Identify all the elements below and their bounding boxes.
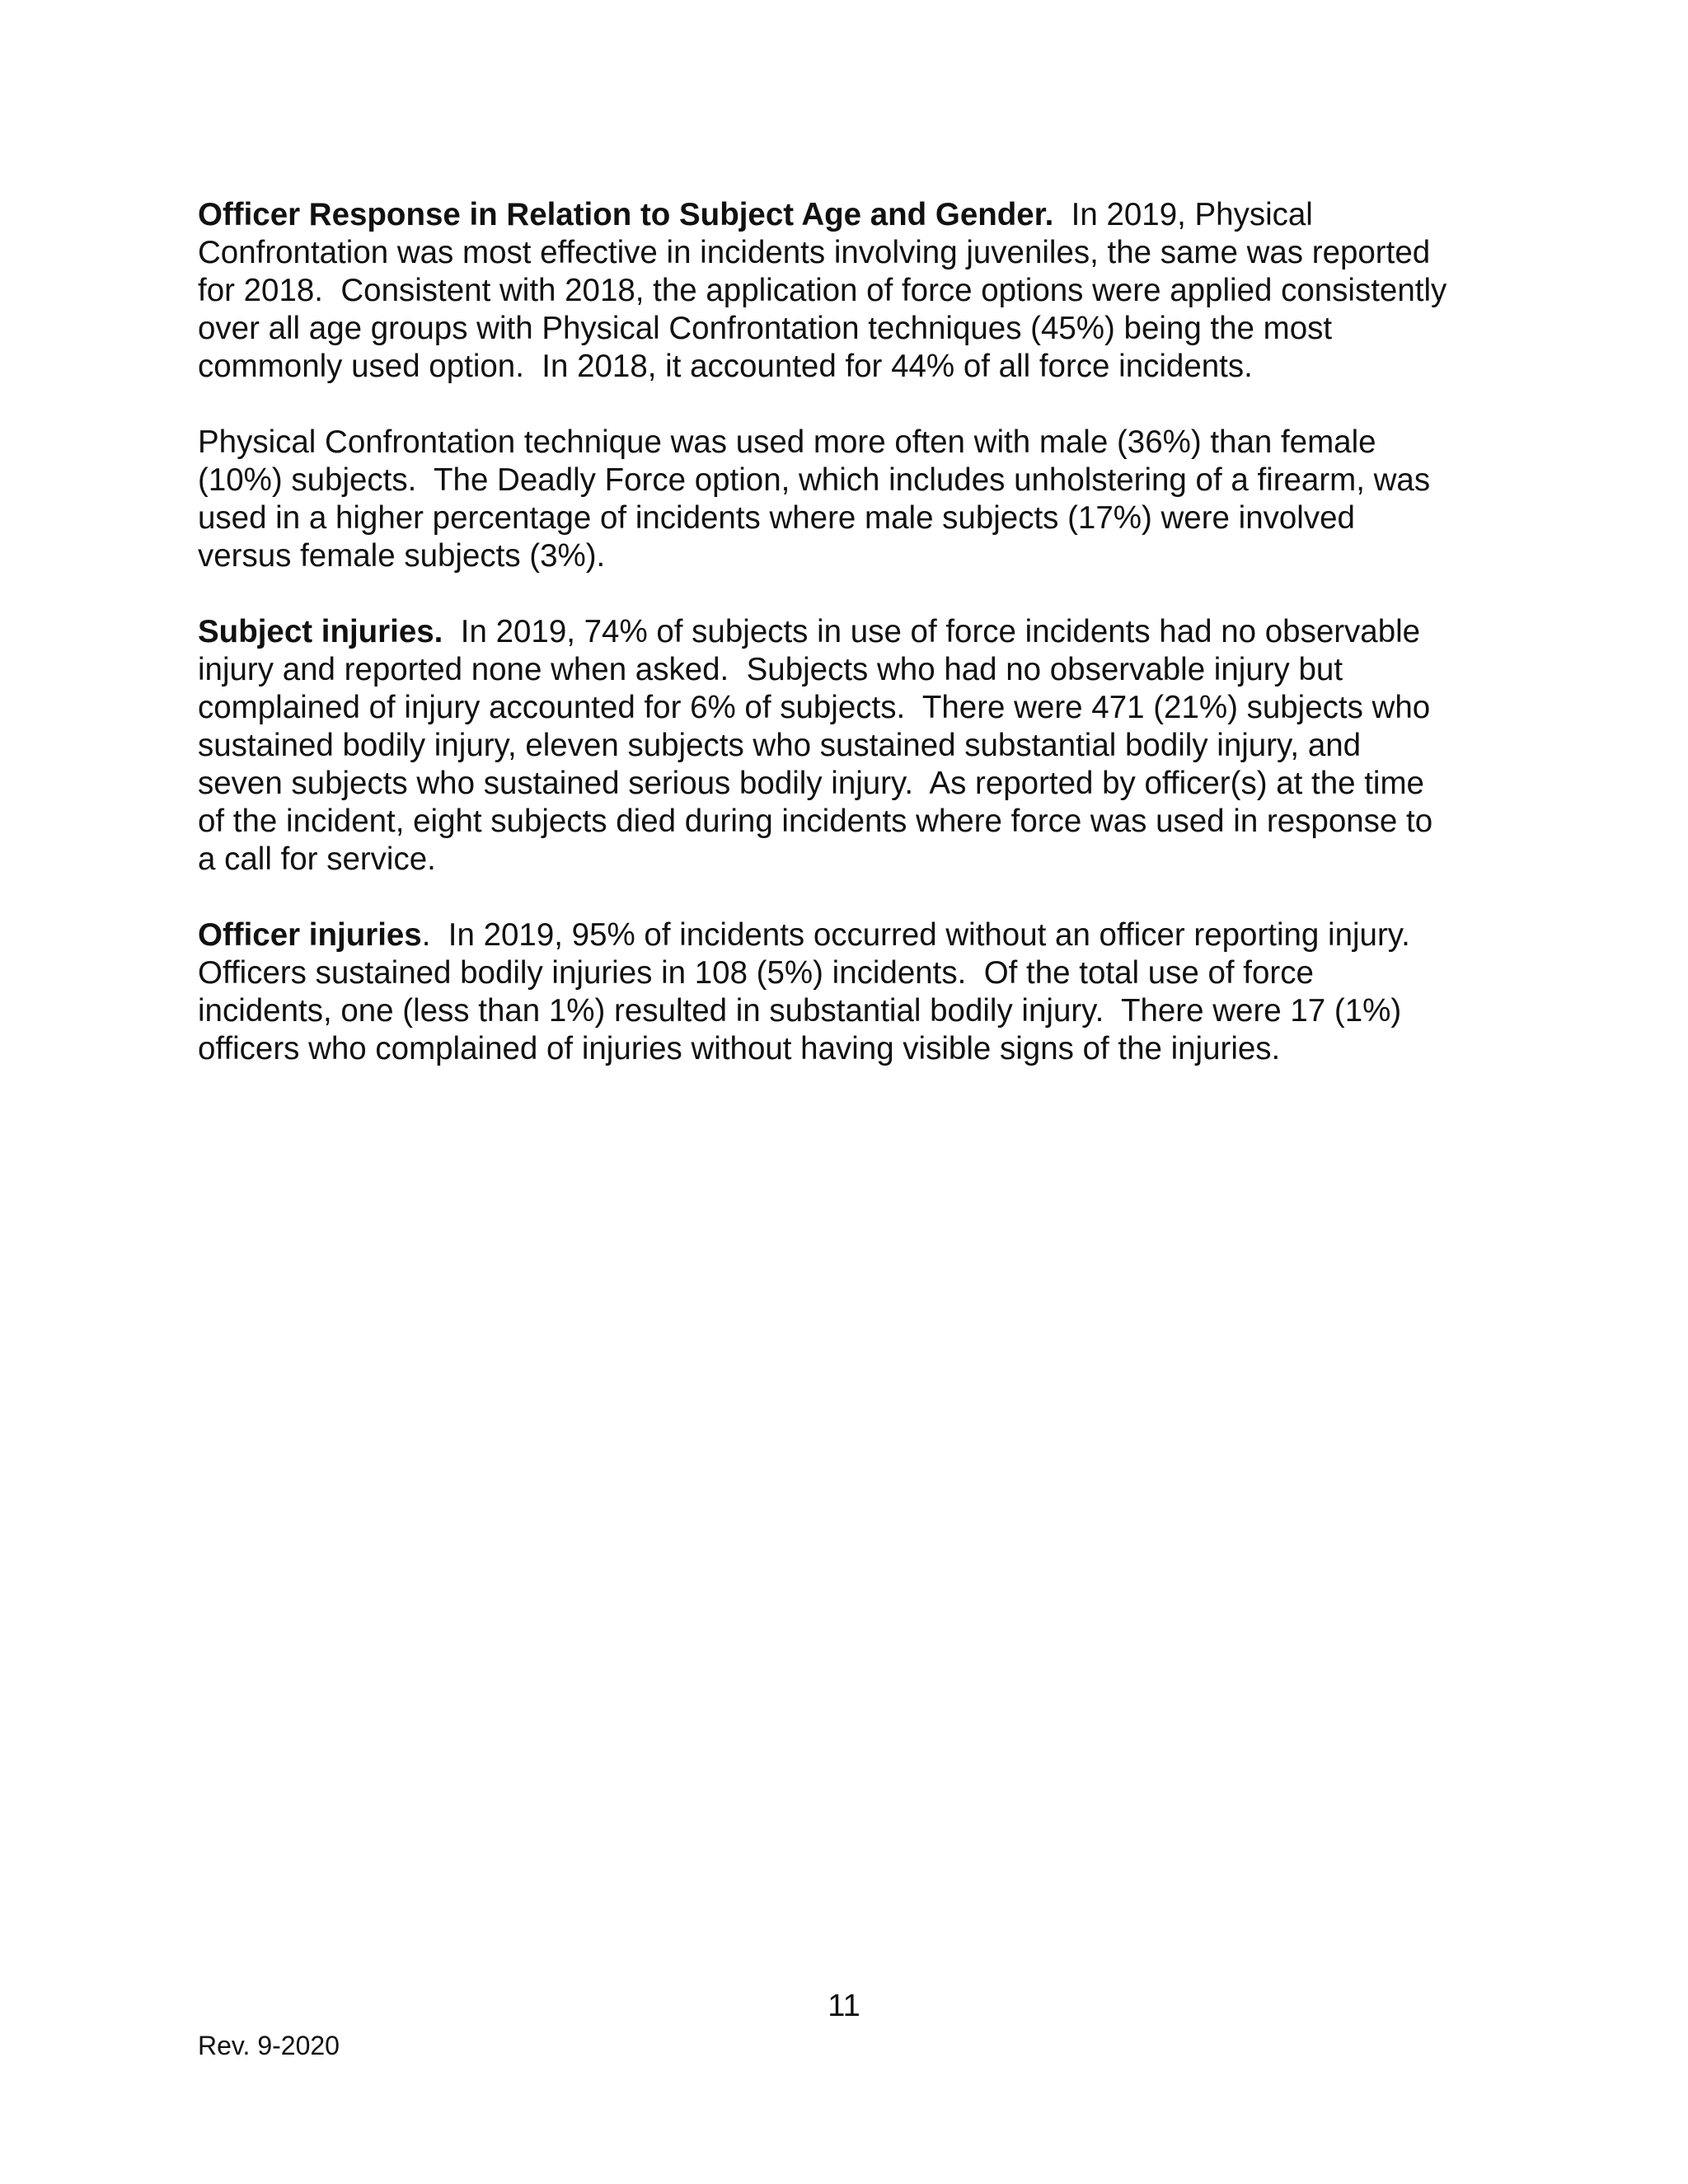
paragraph-heading: Officer injuries [198, 917, 422, 953]
paragraph-line: complained of injury accounted for 6% of subjects. There were 471 (21%) subjects who [198, 690, 1431, 725]
paragraph-heading: Officer Response in Relation to Subject Age and Gender. [198, 197, 1054, 232]
paragraph-line: (10%) subjects. The Deadly Force option, which includes unholstering of a firearm, was [198, 462, 1431, 498]
paragraph-line: incidents, one (less than 1%) resulted in substantial bodily injury. There were 17 (1%) [198, 993, 1402, 1029]
paragraph-line: versus female subjects (3%). [198, 538, 606, 574]
paragraph-line: commonly used option. In 2018, it accounted for 44% of all force incidents. [198, 349, 1253, 384]
page-number: 11 [828, 1989, 860, 2023]
paragraph-age-gender [198, 196, 1500, 386]
paragraph-line [198, 613, 1500, 651]
paragraph-line: injury and reported none when asked. Subjects who had no observable injury but [198, 652, 1343, 687]
paragraph-line: a call for service. [198, 841, 436, 877]
revision-label: Rev. 9-2020 [198, 2031, 340, 2060]
paragraph-line [198, 196, 1500, 234]
paragraph-text: . In 2019, 95% of incidents occurred without an officer reporting injury. [421, 917, 1410, 953]
paragraph-line [198, 916, 1500, 954]
paragraph-line: for 2018. Consistent with 2018, the application of force options were applied consistently [198, 273, 1447, 308]
paragraph-line: sustained bodily injury, eleven subjects who sustained substantial bodily injury, and [198, 728, 1362, 763]
paragraph-gender-comparison [198, 424, 1500, 575]
paragraph-line: Officers sustained bodily injuries in 108 (5%) incidents. Of the total use of force [198, 955, 1314, 991]
paragraph-line: of the incident, eight subjects died during incidents where force was used in response to [198, 804, 1433, 839]
paragraph-line: Physical Confrontation technique was used more often with male (36%) than female [198, 424, 1376, 460]
paragraph-officer-injuries [198, 916, 1500, 1068]
paragraph-line: used in a higher percentage of incidents where male subjects (17%) were involved [198, 500, 1355, 536]
paragraph-subject-injuries [198, 613, 1500, 879]
paragraph-line: Confrontation was most effective in incidents involving juveniles, the same was reported [198, 235, 1431, 270]
paragraph-line: officers who complained of injuries without having visible signs of the injuries. [198, 1031, 1281, 1066]
paragraph-line: seven subjects who sustained serious bodily injury. As reported by officer(s) at the time [198, 766, 1424, 801]
paragraph-text: In 2019, 74% of subjects in use of force incidents had no observable [443, 614, 1421, 649]
body-text [198, 196, 1500, 1106]
paragraph-text: In 2019, Physical [1053, 197, 1313, 232]
paragraph-heading: Subject injuries. [198, 614, 443, 649]
paragraph-line: over all age groups with Physical Confrontation techniques (45%) being the most [198, 311, 1333, 346]
